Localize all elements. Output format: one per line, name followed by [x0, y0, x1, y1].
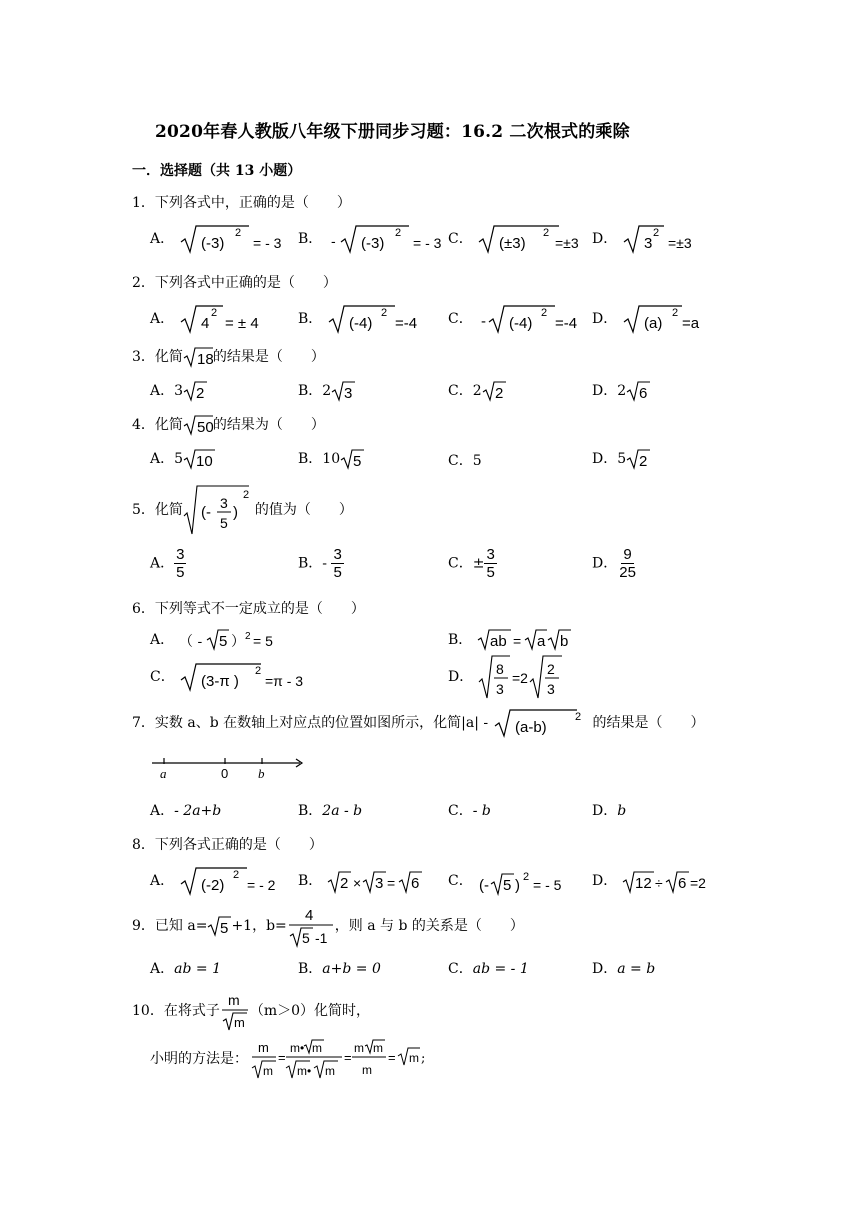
- svg-text:= 5: = 5: [252, 633, 273, 649]
- svg-text:(a): (a): [643, 315, 663, 332]
- svg-text:=: =: [388, 1050, 396, 1065]
- svg-text:(-4): (-4): [348, 315, 373, 332]
- svg-text:2: 2: [255, 665, 262, 677]
- q6-option-c[interactable]: C． (3-π ) 2 =π - 3: [150, 662, 319, 692]
- question-5: 5．化简 (- 3 5 ) 2 的值为（ ）: [132, 484, 353, 536]
- sqrt-icon: [622, 866, 742, 896]
- question-7: 7．实数 a、b 在数轴上对应点的位置如图所示，化简|a| - (a-b) 2 的结果是（ ）: [132, 708, 705, 738]
- svg-text:2: 2: [546, 661, 555, 677]
- q7-option-a[interactable]: A．- 2a+b: [150, 803, 222, 819]
- svg-text:m: m: [312, 1041, 322, 1055]
- svg-text:12: 12: [634, 875, 652, 892]
- svg-text:4: 4: [200, 315, 209, 332]
- sqrt-icon: [340, 448, 364, 470]
- svg-text:=: =: [512, 633, 521, 649]
- svg-text:m•: m•: [290, 1041, 305, 1055]
- q6-option-b[interactable]: B． ab = a b: [448, 628, 607, 652]
- sqrt-icon: [179, 662, 319, 692]
- svg-text:3: 3: [344, 385, 353, 402]
- q4-option-b[interactable]: B．10 5: [298, 448, 364, 470]
- q8-option-a[interactable]: A． (-2) 2 = - 2: [150, 866, 289, 896]
- sqrt-icon: [183, 380, 207, 402]
- svg-text:2: 2: [541, 307, 548, 319]
- svg-text:=a: =a: [681, 315, 699, 332]
- svg-text:2: 2: [244, 631, 251, 642]
- svg-text:8: 8: [495, 661, 504, 677]
- fraction-chain: [248, 1036, 428, 1082]
- svg-text:(3-π ): (3-π ): [201, 673, 240, 690]
- svg-text:（ -: （ -: [178, 634, 202, 650]
- sqrt-icon: [331, 380, 355, 402]
- sqrt-icon: [207, 915, 231, 937]
- svg-text:m: m: [409, 1051, 419, 1065]
- q3-option-c[interactable]: C．2 2: [448, 380, 506, 402]
- svg-text:m: m: [325, 1064, 335, 1078]
- svg-text:m: m: [362, 1063, 372, 1077]
- q8-option-b[interactable]: B． 2 × 3 = 6: [298, 866, 437, 896]
- svg-text:2: 2: [671, 307, 678, 319]
- q9-option-b[interactable]: B．a+b = 0: [298, 961, 381, 977]
- svg-text:): ): [515, 877, 521, 894]
- fraction: [287, 904, 335, 948]
- question-1: 1．下列各式中，正确的是（ ）: [132, 195, 351, 211]
- axis-label-b: b: [258, 766, 265, 781]
- svg-text:2: 2: [543, 227, 550, 239]
- svg-text:(-2): (-2): [200, 877, 224, 894]
- svg-text:-1: -1: [314, 930, 328, 946]
- sqrt-icon: [477, 304, 601, 334]
- svg-text:2: 2: [652, 227, 659, 239]
- sqrt-icon: [183, 484, 255, 536]
- svg-text:=±3: =±3: [555, 235, 579, 251]
- question-10: 10．在将式子 m m （m＞0）化简时，: [132, 992, 371, 1030]
- svg-text:2: 2: [242, 489, 250, 501]
- svg-text:ab: ab: [489, 633, 507, 650]
- svg-text:m: m: [233, 1015, 245, 1030]
- sqrt-icon: [183, 346, 213, 368]
- svg-text:3: 3: [546, 681, 555, 697]
- svg-text:= - 3: = - 3: [252, 235, 281, 251]
- radicand: 18: [196, 351, 214, 368]
- q3-option-a[interactable]: A．3 2: [150, 380, 207, 402]
- number-line: [150, 752, 310, 782]
- svg-text:5: 5: [218, 633, 227, 650]
- q5-option-d[interactable]: D． $\frac{9}{25}$: [592, 546, 636, 581]
- svg-text:=2: =2: [689, 875, 706, 891]
- svg-text:6: 6: [410, 875, 420, 892]
- q5-option-c[interactable]: C．± $\frac{3}{5}$: [448, 546, 495, 581]
- svg-text:÷: ÷: [654, 875, 663, 891]
- svg-text:6: 6: [677, 875, 687, 892]
- svg-text:2: 2: [196, 385, 205, 402]
- svg-text:(-4): (-4): [509, 315, 533, 332]
- sqrt-icon: [327, 304, 427, 334]
- svg-text:6: 6: [639, 385, 648, 402]
- sqrt-icon: [482, 380, 506, 402]
- svg-text:b: b: [559, 633, 569, 650]
- svg-text:m: m: [227, 992, 240, 1008]
- svg-text:3: 3: [495, 681, 504, 697]
- sqrt-icon: [327, 224, 453, 254]
- svg-text:(-: (-: [479, 877, 490, 894]
- svg-text:): ): [232, 504, 238, 521]
- q4-option-d[interactable]: D．5 2: [592, 448, 650, 470]
- sqrt-icon: [626, 448, 650, 470]
- q8-option-d[interactable]: D． 12 ÷ 6 =2: [592, 866, 742, 896]
- q9-option-d[interactable]: D．a = b: [592, 961, 656, 977]
- svg-text:2: 2: [574, 711, 581, 723]
- svg-text:-: -: [481, 313, 487, 330]
- svg-text:m: m: [258, 1040, 269, 1055]
- svg-text:×: ×: [352, 875, 361, 891]
- q2-option-b[interactable]: B． (-4) 2 =-4: [298, 304, 427, 334]
- svg-text:m: m: [263, 1064, 273, 1078]
- q1-option-b[interactable]: B． - (-3) 2 = - 3: [298, 224, 453, 254]
- svg-text:3: 3: [219, 495, 228, 511]
- svg-text:2: 2: [339, 875, 349, 892]
- q4-option-c[interactable]: C．5: [448, 453, 482, 469]
- sqrt-icon: [179, 866, 289, 896]
- svg-text:(a-b): (a-b): [514, 719, 547, 736]
- svg-text:(-3): (-3): [200, 235, 224, 252]
- svg-text:=±3: =±3: [667, 235, 692, 251]
- svg-text:-: -: [330, 233, 336, 249]
- sqrt-icon: [477, 628, 607, 652]
- q2-option-a[interactable]: A． 4 2 = ± 4: [150, 304, 269, 334]
- svg-text:3: 3: [374, 875, 384, 892]
- svg-text:=: =: [386, 875, 395, 891]
- svg-text:= - 3: = - 3: [412, 235, 442, 251]
- axis-label-0: 0: [221, 766, 229, 781]
- q6-option-d[interactable]: D． 8 3 =2 2 3: [448, 654, 588, 700]
- q8-option-c[interactable]: C． (- 5 ) 2 = - 5: [448, 866, 587, 896]
- svg-text:50: 50: [196, 419, 214, 436]
- svg-text:3: 3: [643, 235, 653, 252]
- svg-text:a: a: [536, 633, 546, 650]
- svg-text:(-: (-: [200, 504, 211, 521]
- q4-option-a[interactable]: A．5 10: [150, 448, 215, 470]
- svg-text:5: 5: [219, 515, 228, 531]
- q10-method: 小明的方法是： m m = m• m m• m = m m m = m ;: [150, 1036, 428, 1082]
- question-9: 9．已知 a= 5 +1，b= 4 5 -1 ，则 a 与 b 的关系是（ ）: [132, 904, 524, 948]
- svg-text:=: =: [278, 1050, 286, 1065]
- q9-option-a[interactable]: A．ab = 1: [150, 961, 221, 977]
- fraction: [220, 990, 250, 1032]
- q1-option-a[interactable]: A． (-3) 2 = - 3: [150, 224, 273, 254]
- svg-text:2: 2: [380, 307, 387, 319]
- q9-option-c[interactable]: C．ab = - 1: [448, 961, 529, 977]
- sqrt-icon: [477, 866, 587, 896]
- q7-option-c[interactable]: C．- b: [448, 803, 491, 819]
- sqrt-icon: [183, 448, 215, 470]
- svg-text:2: 2: [494, 385, 503, 402]
- svg-text:m: m: [354, 1041, 364, 1055]
- sqrt-icon: [477, 224, 597, 254]
- svg-text:4: 4: [304, 907, 314, 924]
- question-3: 3．化简 18 的结果是（ ）: [132, 346, 325, 368]
- sqrt-icon: [183, 414, 213, 436]
- question-4: 4．化简 50 的结果为（ ）: [132, 414, 325, 436]
- svg-text:2: 2: [523, 871, 530, 883]
- svg-text:=-4: =-4: [394, 315, 417, 332]
- q2-option-c[interactable]: C． - (-4) 2 =-4: [448, 304, 601, 334]
- sqrt-icon: [622, 304, 712, 334]
- svg-text:2: 2: [639, 453, 648, 470]
- q5-option-b[interactable]: B．- $\frac{3}{5}$: [298, 546, 342, 581]
- axis-label-a: a: [160, 766, 167, 781]
- svg-text:2: 2: [210, 307, 217, 319]
- q6-option-a[interactable]: A． （ - 5 ） 2 = 5: [150, 628, 299, 652]
- sqrt-icon: [179, 628, 299, 652]
- sqrt-icon: [493, 708, 593, 738]
- svg-text:;: ;: [421, 1051, 426, 1066]
- svg-text:= - 2: = - 2: [246, 877, 275, 893]
- q3-option-d[interactable]: D．2 6: [592, 380, 650, 402]
- sqrt-icon: [179, 224, 281, 254]
- svg-text:(-3): (-3): [360, 235, 385, 252]
- svg-text:= ± 4: = ± 4: [224, 315, 259, 332]
- svg-text:5: 5: [301, 930, 310, 946]
- sqrt-icon: [478, 654, 588, 700]
- question-8: 8．下列各式正确的是（ ）: [132, 837, 323, 853]
- sqrt-icon: [622, 224, 712, 254]
- svg-text:2: 2: [232, 869, 239, 881]
- svg-text:2: 2: [234, 227, 241, 239]
- q1-option-d[interactable]: D． 3 2 =±3: [592, 224, 712, 254]
- svg-text:5: 5: [220, 920, 229, 937]
- question-2: 2．下列各式中正确的是（ ）: [132, 275, 337, 291]
- svg-text:(±3): (±3): [499, 235, 526, 252]
- page-title: 2020年春人教版八年级下册同步习题：16.2 二次根式的乘除: [155, 122, 630, 142]
- svg-text:）: ）: [230, 634, 245, 650]
- q7-option-d[interactable]: D．b: [592, 803, 627, 819]
- sqrt-icon: [179, 304, 269, 334]
- sqrt-icon: [626, 380, 650, 402]
- svg-text:=π - 3: =π - 3: [265, 673, 304, 689]
- svg-text:2: 2: [394, 227, 401, 239]
- question-6: 6．下列等式不一定成立的是（ ）: [132, 601, 365, 617]
- svg-text:=2: =2: [511, 670, 528, 686]
- q1-option-c[interactable]: C． (±3) 2 =±3: [448, 224, 597, 254]
- svg-text:m•: m•: [297, 1064, 312, 1078]
- section-heading: 一．选择题（共 13 小题）: [132, 163, 302, 179]
- q5-option-a[interactable]: A． $\frac{3}{5}$: [150, 546, 185, 581]
- svg-text:=: =: [344, 1050, 352, 1065]
- svg-text:=-4: =-4: [555, 315, 578, 332]
- q7-option-b[interactable]: B．2a - b: [298, 803, 363, 819]
- svg-text:10: 10: [196, 453, 213, 470]
- sqrt-icon: [327, 866, 437, 896]
- svg-text:5: 5: [503, 877, 512, 894]
- svg-text:= - 5: = - 5: [533, 877, 562, 893]
- svg-text:5: 5: [353, 453, 362, 470]
- q2-option-d[interactable]: D． (a) 2 =a: [592, 304, 712, 334]
- svg-text:m: m: [373, 1041, 383, 1055]
- q3-option-b[interactable]: B．2 3: [298, 380, 355, 402]
